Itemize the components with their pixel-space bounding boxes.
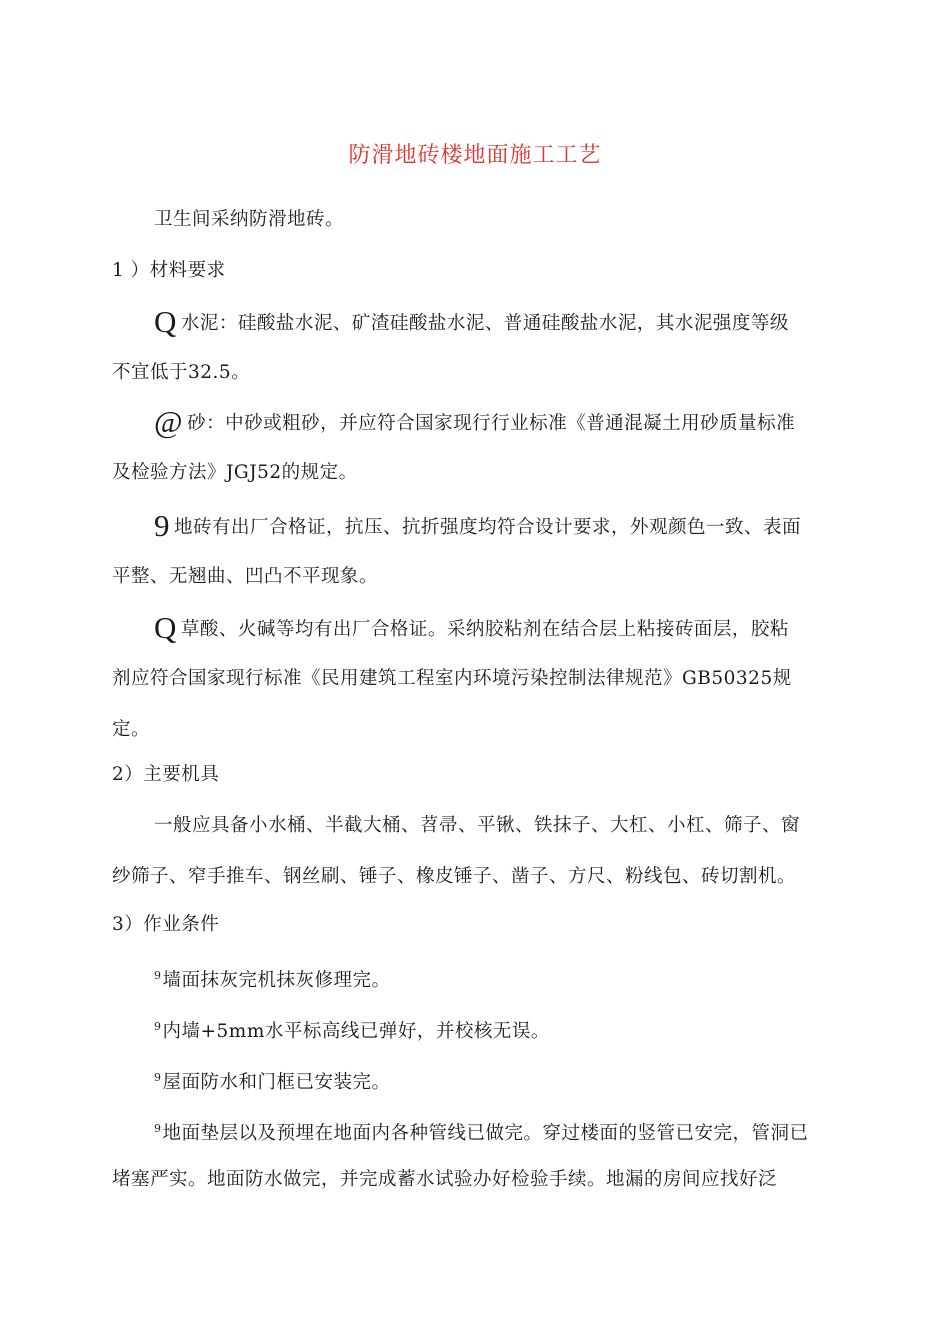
- item-text: 地砖有出厂合格证，抗压、抗折强度均符合设计要求，外观颜色一致、表面: [174, 517, 802, 538]
- item-text: 平整、无翘曲、凹凸不平现象。: [112, 566, 379, 587]
- condition-item: [112, 1052, 894, 1108]
- list-marker: Q: [154, 304, 177, 339]
- list-marker: 9: [154, 1020, 162, 1033]
- material-item-sand: [112, 396, 852, 498]
- condition-item: [112, 1103, 852, 1205]
- material-item-adhesive: [112, 602, 852, 755]
- material-item-cement: [112, 296, 852, 398]
- tools-text: 纱筛子、窄手推车、钢丝刷、锤子、橡皮锤子、凿子、方尺、粉线包、砖切割机。: [112, 866, 797, 887]
- item-text: 堵塞严实。地面防水做完，并完成蓄水试验办好检验手续。地漏的房间应找好泛: [112, 1169, 778, 1190]
- condition-item: [112, 1001, 894, 1057]
- item-text: 不宜低于32.5。: [112, 362, 251, 383]
- section2-heading: 2）主要机具: [112, 764, 220, 785]
- item-text: 内墙+5mm水平标高线已弹好，并校核无误。: [162, 1021, 550, 1042]
- tools-paragraph: [112, 800, 852, 902]
- list-marker: 9: [154, 508, 170, 543]
- item-text: 剂应符合国家现行标准《民用建筑工程室内环境污染控制法律规范》GB50325规: [112, 668, 792, 689]
- item-text: 草酸、火碱等均有出厂合格证。采纳胶粘剂在结合层上粘接砖面层，胶粘: [180, 619, 789, 640]
- list-marker: 9: [154, 1122, 162, 1135]
- section1-heading: 1 ）材料要求: [112, 260, 226, 281]
- item-text: 及检验方法》JGJ52的规定。: [112, 462, 358, 483]
- section3-heading: 3）作业条件: [112, 914, 220, 935]
- item-text: 定。: [112, 719, 151, 740]
- intro-text: 卫生间采纳防滑地砖。: [154, 209, 345, 230]
- list-marker: Q: [154, 610, 177, 645]
- list-marker: 9: [154, 969, 162, 982]
- list-marker: 9: [154, 1071, 162, 1084]
- item-text: 地面垫层以及预埋在地面内各种管线已做完。穿过楼面的竖管已安完，管洞已: [162, 1123, 809, 1144]
- item-text: 水泥：硅酸盐水泥、矿渣硅酸盐水泥、普通硅酸盐水泥，其水泥强度等级: [180, 313, 789, 334]
- list-marker: @: [154, 404, 184, 439]
- document-title: 防滑地砖楼地面施工工艺: [348, 143, 602, 168]
- condition-item: [112, 950, 894, 1006]
- tools-text: 一般应具备小水桶、半截大桶、苕帚、平锹、铁抹子、大杠、小杠、筛子、窗: [154, 815, 801, 836]
- item-text: 墙面抹灰完机抹灰修理完。: [162, 970, 391, 991]
- material-item-tile: [112, 500, 852, 602]
- item-text: 砂：中砂或粗砂，并应符合国家现行行业标准《普通混凝土用砂质量标准: [187, 413, 796, 434]
- intro-paragraph: [112, 194, 894, 245]
- item-text: 屋面防水和门框已安装完。: [162, 1072, 391, 1093]
